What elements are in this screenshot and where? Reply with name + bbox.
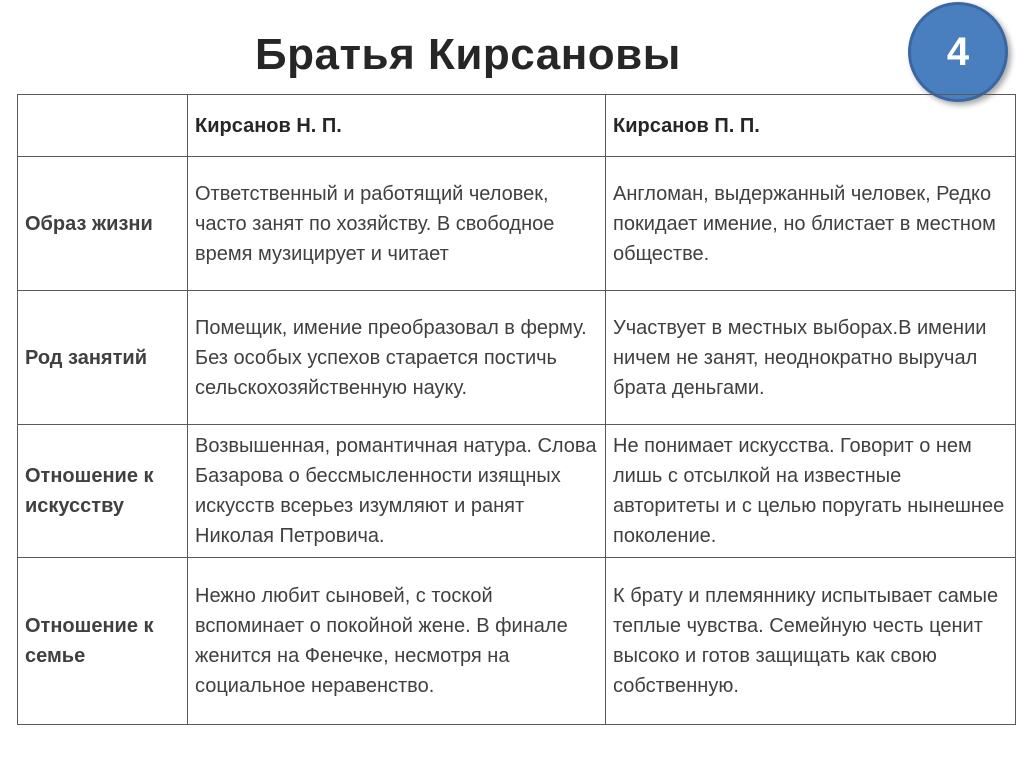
header-pavel: Кирсанов П. П. xyxy=(606,95,1016,157)
slide-number-badge: 4 xyxy=(908,2,1008,102)
cell-pavel: Англоман, выдержанный человек, Редко покидает имение, но блистает в местном обществе. xyxy=(606,157,1016,291)
cell-nikolai: Нежно любит сыновей, с тоской вспоминает о покойной жене. В финале женится на Фенечке, несмотря на социальное неравенство. xyxy=(188,558,606,725)
cell-nikolai: Помещик, имение преобразовал в ферму. Без особых успехов старается постичь сельскохозяйственную науку. xyxy=(188,291,606,425)
table-row xyxy=(18,157,1016,291)
cell-pavel: К брату и племяннику испытывает самые теплые чувства. Семейную честь ценит высоко и готов защищать как свою собственную. xyxy=(606,558,1016,725)
row-label: Отношение к семье xyxy=(18,558,188,725)
cell-nikolai: Возвышенная, романтичная натура. Слова Базарова о бессмысленности изящных искусств всерьез изумляют и ранят Николая Петровича. xyxy=(188,425,606,558)
table-row xyxy=(18,425,1016,558)
comparison-table xyxy=(17,94,1016,725)
row-label: Отношение к искусству xyxy=(18,425,188,558)
row-label: Род занятий xyxy=(18,291,188,425)
table-row xyxy=(18,291,1016,425)
header-corner-cell xyxy=(18,95,188,157)
table-header-row xyxy=(18,95,1016,157)
table-row xyxy=(18,558,1016,725)
cell-nikolai: Ответственный и работящий человек, часто занят по хозяйству. В свободное время музицирует и читает xyxy=(188,157,606,291)
header-nikolai: Кирсанов Н. П. xyxy=(188,95,606,157)
slide-title: Братья Кирсановы xyxy=(255,30,681,79)
row-label: Образ жизни xyxy=(18,157,188,291)
cell-pavel: Не понимает искусства. Говорит о нем лишь с отсылкой на известные авторитеты и с целью поругать нынешнее поколение. xyxy=(606,425,1016,558)
cell-pavel: Участвует в местных выборах.В имении ничем не занят, неоднократно выручал брата деньгами. xyxy=(606,291,1016,425)
